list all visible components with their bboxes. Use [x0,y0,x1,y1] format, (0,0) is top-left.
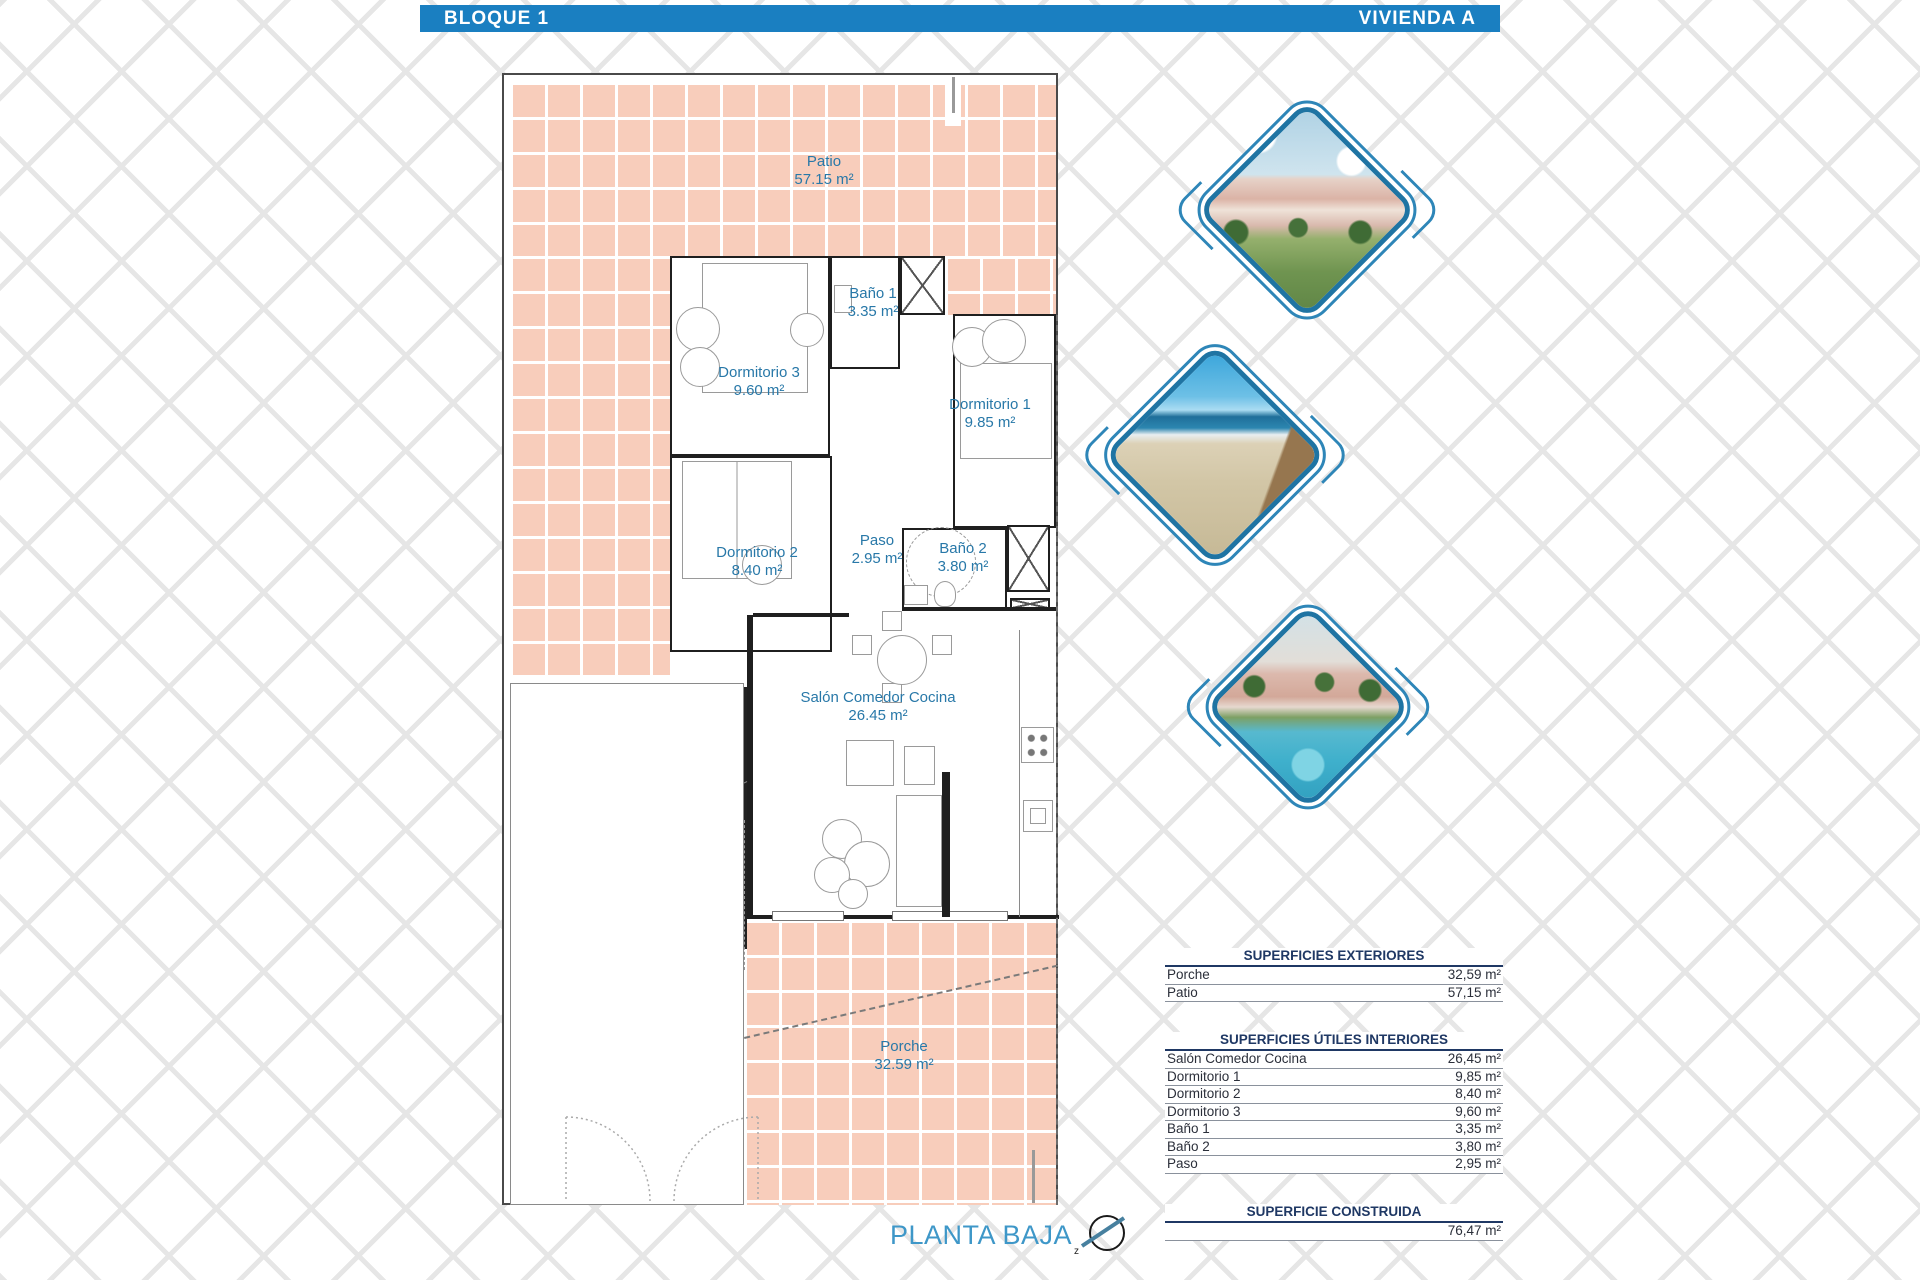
label-bano-2: Baño 2 3.80 m² [937,540,989,575]
table-row: Salón Comedor Cocina 26,45 m² [1165,1051,1503,1069]
photo-diamond-apartments [1187,90,1427,330]
plant-icon [790,313,824,347]
label-porche: Porche 32.59 m² [874,1038,934,1073]
photo-diamond-pool [1195,594,1421,820]
table-title: SUPERFICIES ÚTILES INTERIORES [1165,1032,1503,1051]
plan-title: PLANTA BAJA [889,1220,1073,1250]
door-opening [772,911,844,921]
table-row: Baño 2 3,80 m² [1165,1139,1503,1157]
chair-icon [882,611,902,631]
label-salon: Salón Comedor Cocina 26.45 m² [800,689,956,724]
patio-tiles-right [945,256,1056,315]
table-row: Porche 32,59 m² [1165,967,1503,985]
salon-inner-wall [942,772,950,917]
label-dormitorio-1: Dormitorio 1 9.85 m² [949,396,1031,431]
table-title: SUPERFICIE CONSTRUIDA [1165,1204,1503,1223]
salon-top-wall-b [902,607,1056,611]
tv-unit-icon [846,740,894,786]
table-superficie-construida [1165,1204,1503,1241]
label-bano-1: Baño 1 3.35 m² [847,285,899,320]
photo-frame [1195,594,1421,820]
plant-icon [838,879,868,909]
shower-icon [1007,525,1050,592]
armchair-icon [904,746,935,785]
table-superficies-interiores [1165,1032,1503,1174]
plant-icon [676,307,720,351]
photo-diamond-beach [1093,333,1336,576]
shaft-icon [900,256,945,315]
toilet-icon [934,581,956,607]
header-right-title: VIVIENDA A [1358,7,1476,29]
downspout-icon [1032,1150,1035,1203]
label-dormitorio-3: Dormitorio 3 9.60 m² [718,364,800,399]
photo-frame [1093,333,1336,576]
garage-door-swing-icon [562,1115,762,1203]
photo-frame-inner [1205,604,1411,810]
patio-tiles-top [510,82,1056,256]
dining-table-icon [877,635,927,685]
table-row: Patio 57,15 m² [1165,985,1503,1003]
north-compass-icon [1072,1206,1144,1264]
header-bar [420,5,1500,32]
table-row: Dormitorio 1 9,85 m² [1165,1069,1503,1087]
downspout-icon [952,77,955,113]
table-superficies-exteriores [1165,948,1503,1002]
table-row: Paso 2,95 m² [1165,1156,1503,1174]
floor-plan [502,73,1058,1205]
label-patio: Patio 57.15 m² [794,153,854,188]
header-left-title: BLOQUE 1 [444,7,550,29]
property-dashed-line [1056,315,1058,1205]
chair-icon [852,635,872,655]
svg-text:z: z [1074,1246,1079,1257]
chair-icon [932,635,952,655]
beach-photo [1103,343,1326,566]
window-opening [892,911,1008,921]
label-dormitorio-2: Dormitorio 2 8.40 m² [716,544,798,579]
label-paso: Paso 2.95 m² [851,532,903,567]
stove-icon [1021,727,1054,763]
photo-frame-inner [1197,100,1418,321]
sink-basin-icon [1030,808,1046,824]
table-row: 76,47 m² [1165,1223,1503,1241]
washbasin-icon [904,585,928,605]
pool-photo [1205,604,1411,810]
kitchen-counter-line [1019,630,1020,917]
table-row: Dormitorio 2 8,40 m² [1165,1086,1503,1104]
table-row: Baño 1 3,35 m² [1165,1121,1503,1139]
salon-top-wall-a [753,613,849,617]
plant-icon [982,319,1026,363]
table-title: SUPERFICIES EXTERIORES [1165,948,1503,967]
salon-left-wall [747,615,753,917]
kitchen-sink-icon [1023,800,1053,832]
photo-frame-inner [1103,343,1326,566]
sofa-icon [896,795,942,907]
apartments-photo [1197,100,1418,321]
patio-tiles-left [510,256,670,675]
table-row: Dormitorio 3 9,60 m² [1165,1104,1503,1122]
plant-icon [680,347,720,387]
photo-frame [1187,90,1427,330]
